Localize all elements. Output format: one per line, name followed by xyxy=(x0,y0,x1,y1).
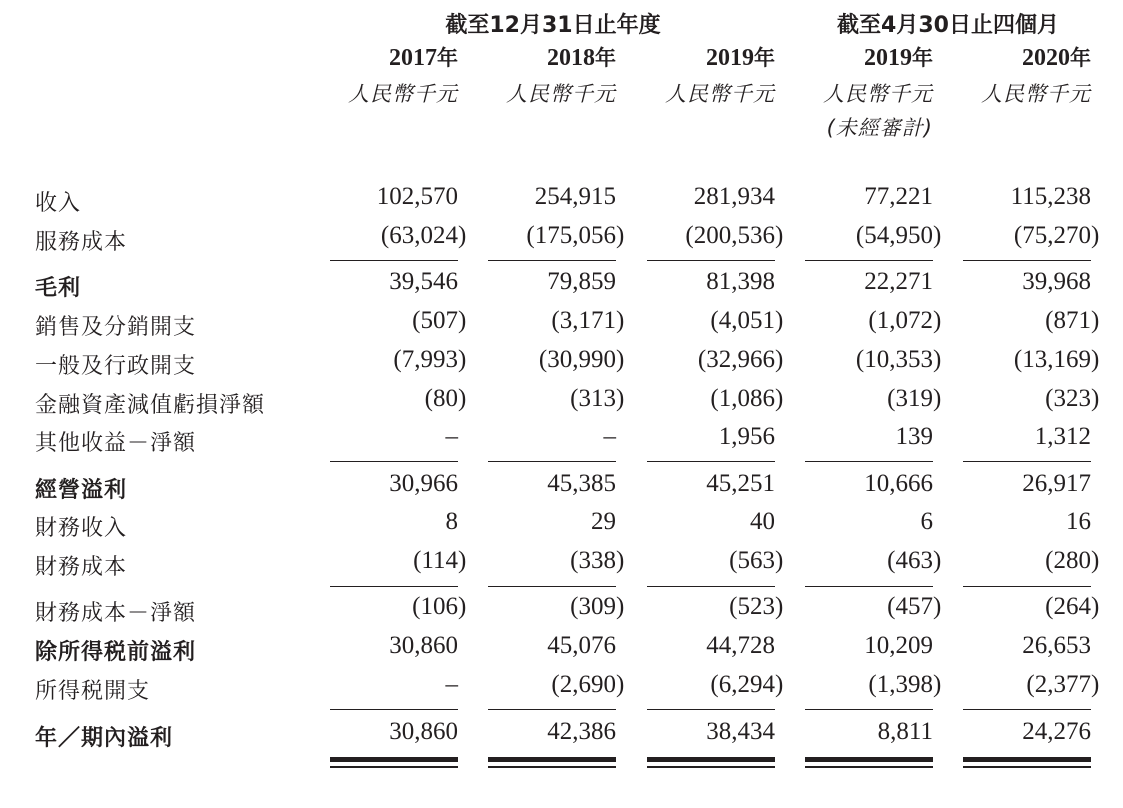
row-label: 收入 xyxy=(35,191,82,216)
value-cell xyxy=(308,632,458,660)
value-cell xyxy=(466,423,616,451)
value-text: (319 xyxy=(887,385,933,412)
value-text: 1,956 xyxy=(718,423,775,450)
value-text: 26,653 xyxy=(1022,632,1091,659)
total-double-rule-thin xyxy=(330,766,458,768)
subtotal-rule xyxy=(488,709,616,710)
value-cell: (457) xyxy=(887,593,942,620)
value-text: (13,169 xyxy=(1013,346,1091,373)
subtotal-rule xyxy=(963,461,1091,462)
value-text: 10,209 xyxy=(864,632,933,659)
value-text: 1,312 xyxy=(1034,423,1091,450)
year-suffix: 年 xyxy=(1070,46,1091,70)
row-label: 財務成本 xyxy=(35,555,128,580)
total-double-rule-thick xyxy=(647,757,775,762)
subtotal-rule xyxy=(330,586,458,587)
value-text: 39,968 xyxy=(1022,268,1091,295)
value-cell: (7,993) xyxy=(393,346,467,373)
row-label: 金融資產減值虧損淨額 xyxy=(35,393,266,418)
value-text: (1,072 xyxy=(868,307,933,334)
subtotal-rule xyxy=(647,461,775,462)
value-text: (463 xyxy=(887,547,933,574)
value-cell xyxy=(625,268,775,296)
value-cell xyxy=(466,718,616,746)
value-cell: (1,072) xyxy=(868,307,942,334)
value-text: (54,950 xyxy=(855,222,933,249)
value-text: 281,934 xyxy=(693,183,775,210)
value-text: (338 xyxy=(570,547,616,574)
value-cell xyxy=(625,183,775,211)
value-cell xyxy=(783,470,933,498)
value-cell xyxy=(941,423,1091,451)
value-cell xyxy=(466,183,616,211)
value-cell: (106) xyxy=(412,593,467,620)
column-unit: 人民幣千元 xyxy=(506,82,616,106)
value-text: (3,171 xyxy=(551,307,616,334)
subtotal-rule xyxy=(488,586,616,587)
value-cell xyxy=(625,718,775,746)
value-text: (30,990 xyxy=(538,346,616,373)
value-text: 115,238 xyxy=(1010,183,1091,210)
value-text: (313 xyxy=(570,385,616,412)
column-year xyxy=(773,42,933,72)
total-double-rule-thick xyxy=(963,757,1091,762)
value-cell: (75,270) xyxy=(1013,222,1100,249)
value-cell: (10,353) xyxy=(855,346,942,373)
value-cell xyxy=(308,470,458,498)
total-double-rule-thick xyxy=(488,757,616,762)
value-cell: (309) xyxy=(570,593,625,620)
row-label: 財務收入 xyxy=(35,516,128,541)
value-cell xyxy=(466,632,616,660)
value-cell: (338) xyxy=(570,547,625,574)
total-double-rule-thick xyxy=(805,757,933,762)
row-label: 除所得税前溢利 xyxy=(35,640,197,665)
value-text: (507 xyxy=(412,307,458,334)
value-text: (7,993 xyxy=(393,346,458,373)
column-note-unaudited: (未經審計) xyxy=(826,116,933,140)
value-cell xyxy=(308,718,458,746)
row-label: 經營溢利 xyxy=(35,478,128,503)
column-unit: 人民幣千元 xyxy=(665,82,775,106)
value-text: 77,221 xyxy=(864,183,933,210)
value-text: (10,353 xyxy=(855,346,933,373)
value-text: (2,377 xyxy=(1026,671,1091,698)
value-cell: (1,086) xyxy=(710,385,784,412)
value-cell: (507) xyxy=(412,307,467,334)
year-number: 2018 xyxy=(547,45,595,71)
value-cell xyxy=(941,268,1091,296)
row-label: 服務成本 xyxy=(35,230,128,255)
column-year xyxy=(931,42,1091,72)
value-cell: (871) xyxy=(1045,307,1100,334)
value-cell: (323) xyxy=(1045,385,1100,412)
value-text: – xyxy=(445,423,458,450)
value-cell xyxy=(783,508,933,536)
value-text: (563 xyxy=(729,547,775,574)
value-cell xyxy=(308,508,458,536)
value-text: (2,690 xyxy=(551,671,616,698)
value-text: (106 xyxy=(412,593,458,620)
value-text: (75,270 xyxy=(1013,222,1091,249)
value-cell xyxy=(466,268,616,296)
value-text: (1,398 xyxy=(868,671,933,698)
value-cell xyxy=(783,183,933,211)
value-cell xyxy=(941,718,1091,746)
value-text: 45,076 xyxy=(547,632,616,659)
value-cell: (54,950) xyxy=(855,222,942,249)
value-text: (457 xyxy=(887,593,933,620)
value-cell xyxy=(941,183,1091,211)
value-text: 30,860 xyxy=(389,632,458,659)
value-text: (4,051 xyxy=(710,307,775,334)
value-text: 10,666 xyxy=(864,470,933,497)
value-text: (6,294 xyxy=(710,671,775,698)
value-cell xyxy=(625,508,775,536)
year-number: 2017 xyxy=(389,45,437,71)
value-cell: (13,169) xyxy=(1013,346,1100,373)
row-label: 財務成本－淨額 xyxy=(35,601,197,626)
value-text: 16 xyxy=(1066,508,1091,535)
value-text: (80 xyxy=(424,385,458,412)
column-unit: 人民幣千元 xyxy=(348,82,458,106)
value-cell: (63,024) xyxy=(380,222,467,249)
value-text: 8 xyxy=(445,508,458,535)
subtotal-rule xyxy=(488,260,616,261)
value-cell: (319) xyxy=(887,385,942,412)
value-cell: (6,294) xyxy=(710,671,784,698)
value-cell: (313) xyxy=(570,385,625,412)
value-text: 42,386 xyxy=(547,718,616,745)
row-label: 一般及行政開支 xyxy=(35,354,197,379)
total-double-rule-thin xyxy=(805,766,933,768)
value-cell xyxy=(783,268,933,296)
value-cell xyxy=(466,470,616,498)
value-text: 81,398 xyxy=(706,268,775,295)
year-number: 2020 xyxy=(1022,45,1070,71)
subtotal-rule xyxy=(647,260,775,261)
value-text: (871 xyxy=(1045,307,1091,334)
value-text: (32,966 xyxy=(697,346,775,373)
total-double-rule-thin xyxy=(647,766,775,768)
value-cell: (200,536) xyxy=(685,222,784,249)
value-text: – xyxy=(603,423,616,450)
value-text: – xyxy=(445,671,458,698)
value-text: 45,251 xyxy=(706,470,775,497)
subtotal-rule xyxy=(647,586,775,587)
value-text: 30,860 xyxy=(389,718,458,745)
column-unit: 人民幣千元 xyxy=(981,82,1091,106)
value-text: (523 xyxy=(729,593,775,620)
column-year xyxy=(615,42,775,72)
value-text: 79,859 xyxy=(547,268,616,295)
value-cell xyxy=(308,268,458,296)
value-cell xyxy=(625,423,775,451)
value-cell: (4,051) xyxy=(710,307,784,334)
value-cell: (1,398) xyxy=(868,671,942,698)
subtotal-rule xyxy=(963,709,1091,710)
value-text: 38,434 xyxy=(706,718,775,745)
value-text: (323 xyxy=(1045,385,1091,412)
subtotal-rule xyxy=(330,461,458,462)
year-number: 2019 xyxy=(706,45,754,71)
year-suffix: 年 xyxy=(437,46,458,70)
row-label: 毛利 xyxy=(35,276,82,301)
value-cell: (80) xyxy=(424,385,467,412)
value-cell: (175,056) xyxy=(526,222,625,249)
value-cell xyxy=(625,470,775,498)
value-cell: (30,990) xyxy=(538,346,625,373)
subtotal-rule xyxy=(963,586,1091,587)
value-text: (114 xyxy=(413,547,458,574)
value-cell xyxy=(783,718,933,746)
row-label: 銷售及分銷開支 xyxy=(35,315,197,340)
value-cell: (280) xyxy=(1045,547,1100,574)
value-text: (175,056 xyxy=(526,222,616,249)
value-text: 6 xyxy=(920,508,933,535)
value-text: 254,915 xyxy=(534,183,616,210)
group-header-four-months: 截至4月30日止四個月 xyxy=(837,13,1059,38)
group-header-year-ended: 截至12月31日止年度 xyxy=(445,13,661,38)
value-cell xyxy=(625,632,775,660)
subtotal-rule xyxy=(488,461,616,462)
row-label: 所得税開支 xyxy=(35,679,151,704)
value-cell xyxy=(308,423,458,451)
subtotal-rule xyxy=(330,260,458,261)
value-text: 102,570 xyxy=(376,183,458,210)
value-text: (1,086 xyxy=(710,385,775,412)
value-cell: (563) xyxy=(729,547,784,574)
value-cell xyxy=(941,632,1091,660)
value-text: 8,811 xyxy=(877,718,933,745)
value-text: 26,917 xyxy=(1022,470,1091,497)
value-cell xyxy=(308,671,458,699)
value-text: (264 xyxy=(1045,593,1091,620)
column-unit: 人民幣千元 xyxy=(823,82,933,106)
value-text: (309 xyxy=(570,593,616,620)
value-text: 22,271 xyxy=(864,268,933,295)
total-double-rule-thick xyxy=(330,757,458,762)
value-cell xyxy=(941,508,1091,536)
value-text: (63,024 xyxy=(380,222,458,249)
value-cell: (2,377) xyxy=(1026,671,1100,698)
total-double-rule-thin xyxy=(488,766,616,768)
value-cell: (3,171) xyxy=(551,307,625,334)
year-suffix: 年 xyxy=(595,46,616,70)
value-text: 40 xyxy=(750,508,775,535)
value-cell xyxy=(941,470,1091,498)
subtotal-rule xyxy=(647,709,775,710)
subtotal-rule xyxy=(805,461,933,462)
value-text: 45,385 xyxy=(547,470,616,497)
value-text: 29 xyxy=(591,508,616,535)
value-text: 24,276 xyxy=(1022,718,1091,745)
value-text: (200,536 xyxy=(685,222,775,249)
subtotal-rule xyxy=(805,586,933,587)
subtotal-rule xyxy=(963,260,1091,261)
value-cell: (463) xyxy=(887,547,942,574)
year-number: 2019 xyxy=(864,45,912,71)
column-year xyxy=(456,42,616,72)
row-label: 其他收益－淨額 xyxy=(35,431,197,456)
row-label: 年／期內溢利 xyxy=(35,726,174,751)
subtotal-rule xyxy=(805,260,933,261)
value-cell: (114) xyxy=(413,547,467,574)
value-cell xyxy=(783,423,933,451)
value-cell: (264) xyxy=(1045,593,1100,620)
year-suffix: 年 xyxy=(912,46,933,70)
total-double-rule-thin xyxy=(963,766,1091,768)
value-text: 39,546 xyxy=(389,268,458,295)
column-year xyxy=(298,42,458,72)
value-cell xyxy=(308,183,458,211)
value-cell xyxy=(783,632,933,660)
year-suffix: 年 xyxy=(754,46,775,70)
subtotal-rule xyxy=(330,709,458,710)
value-text: 30,966 xyxy=(389,470,458,497)
value-cell: (2,690) xyxy=(551,671,625,698)
value-cell: (523) xyxy=(729,593,784,620)
value-cell xyxy=(466,508,616,536)
value-text: 139 xyxy=(895,423,933,450)
value-cell: (32,966) xyxy=(697,346,784,373)
value-text: (280 xyxy=(1045,547,1091,574)
value-text: 44,728 xyxy=(706,632,775,659)
subtotal-rule xyxy=(805,709,933,710)
